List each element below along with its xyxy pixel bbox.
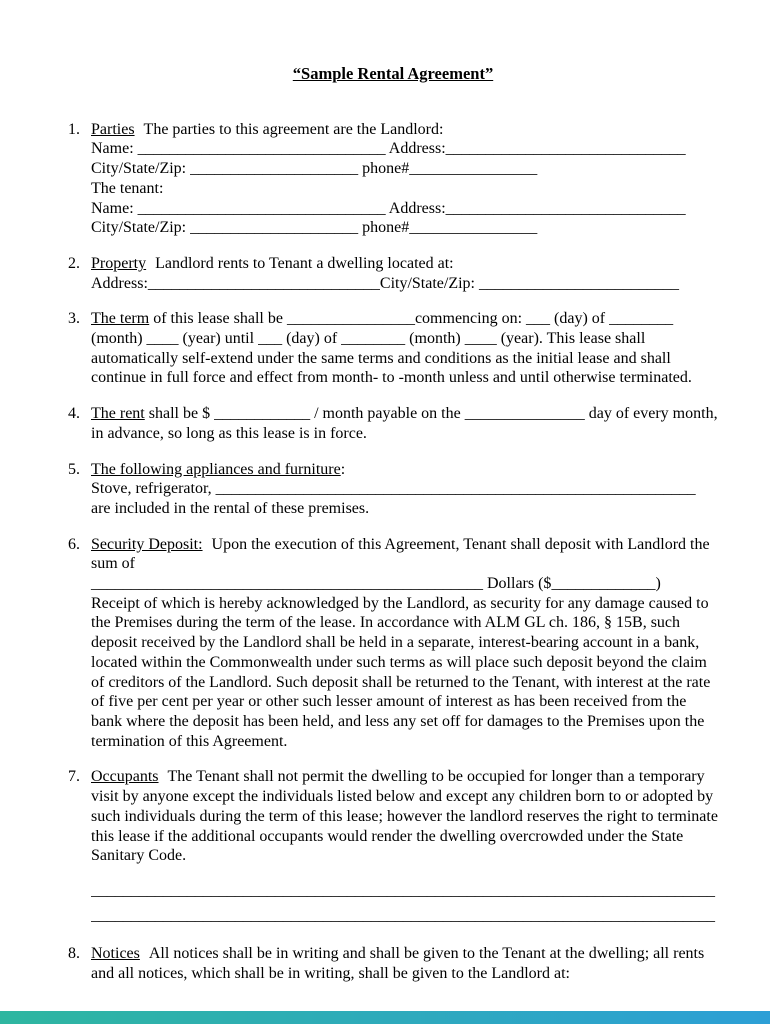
property-address-blank: _____________________________ [147,274,380,292]
address-label: Address: [385,140,446,158]
section-intro: Upon the execution of this Agreement, Tenant shall deposit with Landlord the sum of [91,535,710,573]
term-text: (day) of [282,330,342,348]
occupants-blank-line-2: ______________________________________________________________________________ [91,906,715,924]
tenant-address-blank: ______________________________ [445,199,686,217]
section-intro: Landlord rents to Tenant a dwelling located at: [155,254,454,272]
section-number: 5. [68,460,80,478]
section-rent-content [91,404,718,443]
rent-text: / month payable on the [310,405,465,423]
occupants-body: The Tenant shall not permit the dwelling to be occupied for longer than a temporary visit by anyone except the individuals listed below and except any children born to or adopted by such individuals during the term of this lease; however the landlord reserves the right to terminate this lease if the additional occupants would render the dwelling overcrowded under the State Sanitary Code. [91,768,718,865]
tenant-subheading: The tenant: [91,179,164,197]
occupants-blank-lines [91,878,718,928]
section-number: 2. [68,254,80,272]
term-paragraph [91,309,718,388]
landlord-phone-blank: ________________ [409,160,538,178]
notices-paragraph [91,944,718,983]
property-city-blank: _________________________ [479,274,679,292]
document-body [68,64,718,999]
year-blank: ____ [464,330,497,348]
section-property [68,254,718,293]
appliances-blank: ____________________________________________________________ [215,480,696,498]
section-appliances-content [91,460,718,519]
section-heading: The following appliances and furniture [91,460,341,478]
section-rent [68,404,718,443]
year-blank: ____ [146,330,179,348]
property-address-line [91,274,718,294]
address-label: Address: [91,274,148,292]
deposit-body-paragraph: Receipt of which is hereby acknowledged by the Landlord, as security for any damage caused to the Premises during the term of the lease. In accordance with ALM GL ch. 186, § 15B, such deposit received by the Landlord shall be held in a separate, interest-bearing account in a bank, located within the Commonwealth under such terms as will place such deposit beyond the claim of creditors of the Landlord. Such deposit shall be returned to the Tenant, with interest at the rate of five per cent per year or other such lesser amount of interest as has been received from the bank where the deposit has been held, and less any set off for damages to the Premises upon the termination of this Agreement. [91,594,711,750]
section-heading: Security Deposit: [91,535,203,553]
term-text: of this lease shall be [149,310,287,328]
section-number: 8. [68,944,80,962]
section-notices-content [91,944,718,983]
city-state-zip-label: City/State/Zip: [91,219,191,237]
appliances-included-line: are included in the rental of these premises. [91,499,370,517]
landlord-city-line [91,159,718,179]
phone-label: phone# [358,219,410,237]
tenant-city-blank: _____________________ [190,219,359,237]
term-text: (month) [91,330,147,348]
month-blank: ________ [341,330,406,348]
term-text: (year). This lease shall automatically self-extend under the same terms and conditions as the initial lease and shall continue in full force and effect from month- to -month unless and until otherwise terminated. [91,330,692,387]
term-text: (month) [405,330,465,348]
stove-label: Stove, refrigerator, [91,480,216,498]
month-blank: ________ [609,310,674,328]
appliances-heading-line [91,460,718,480]
deposit-sum-blank: _________________________________________________ [91,575,483,593]
dollars-label: Dollars ($ [483,575,552,593]
bottom-gradient-bar [0,1011,770,1024]
deposit-heading-line [91,535,718,574]
landlord-name-line [91,139,718,159]
tenant-name-line [91,199,718,219]
name-label: Name: [91,199,138,217]
landlord-city-blank: _____________________ [190,160,359,178]
term-text: (year) until [178,330,259,348]
section-heading: Occupants [91,768,159,786]
section-number: 1. [68,120,80,138]
day-blank: ___ [526,310,551,328]
rent-text: shall be $ [144,405,215,423]
document-title: “Sample Rental Agreement” [292,64,494,83]
property-heading-line [91,254,718,274]
day-blank: ___ [258,330,283,348]
section-notices [68,944,718,983]
deposit-dollar-blank: _____________ [551,575,656,593]
parties-heading-line [91,120,718,140]
section-intro: The parties to this agreement are the Landlord: [143,120,444,138]
term-text: commencing on: [414,310,527,328]
landlord-name-blank: _______________________________ [137,140,386,158]
occupants-blank-line-1: ______________________________________________________________________________ [91,881,715,899]
occupants-paragraph [91,767,718,866]
section-heading: Notices [91,944,140,962]
term-text: (day) of [550,310,610,328]
section-term-content [91,309,718,388]
section-parties-content [91,120,718,238]
section-security-deposit [68,535,718,752]
term-blank: ________________ [286,310,415,328]
rent-day-blank: _______________ [464,405,585,423]
tenant-phone-blank: ________________ [409,219,538,237]
section-appliances [68,460,718,519]
section-parties [68,120,718,238]
section-property-content [91,254,718,293]
section-heading: Property [91,254,147,272]
section-security-deposit-content [91,535,718,752]
city-state-zip-label: City/State/Zip: [91,160,191,178]
rent-paragraph [91,404,718,443]
close-paren: ) [655,575,661,593]
section-number: 4. [68,405,80,423]
phone-label: phone# [358,160,410,178]
appliances-list-line [91,479,718,499]
section-heading: The rent [91,405,145,423]
name-label: Name: [91,140,138,158]
tenant-city-line [91,218,718,238]
address-label: Address: [385,199,446,217]
landlord-address-blank: ______________________________ [445,140,686,158]
section-number: 7. [68,768,80,786]
section-number: 6. [68,535,80,553]
city-state-zip-label: City/State/Zip: [379,274,479,292]
tenant-name-blank: _______________________________ [137,199,386,217]
rent-amount-blank: ____________ [214,405,311,423]
deposit-amount-line [91,574,718,594]
section-heading: The term [91,310,150,328]
heading-colon: : [340,460,346,478]
section-heading: Parties [91,120,135,138]
notices-body: All notices shall be in writing and shall be given to the Tenant at the dwelling; all rents and all notices, which shall be in writing, shall be given to the Landlord at: [91,944,705,982]
section-number: 3. [68,310,80,328]
section-occupants-content [91,767,718,928]
rent-text: day of every month, in advance, so long as this lease is in force. [91,405,718,442]
section-term [68,309,718,388]
section-occupants [68,767,718,928]
